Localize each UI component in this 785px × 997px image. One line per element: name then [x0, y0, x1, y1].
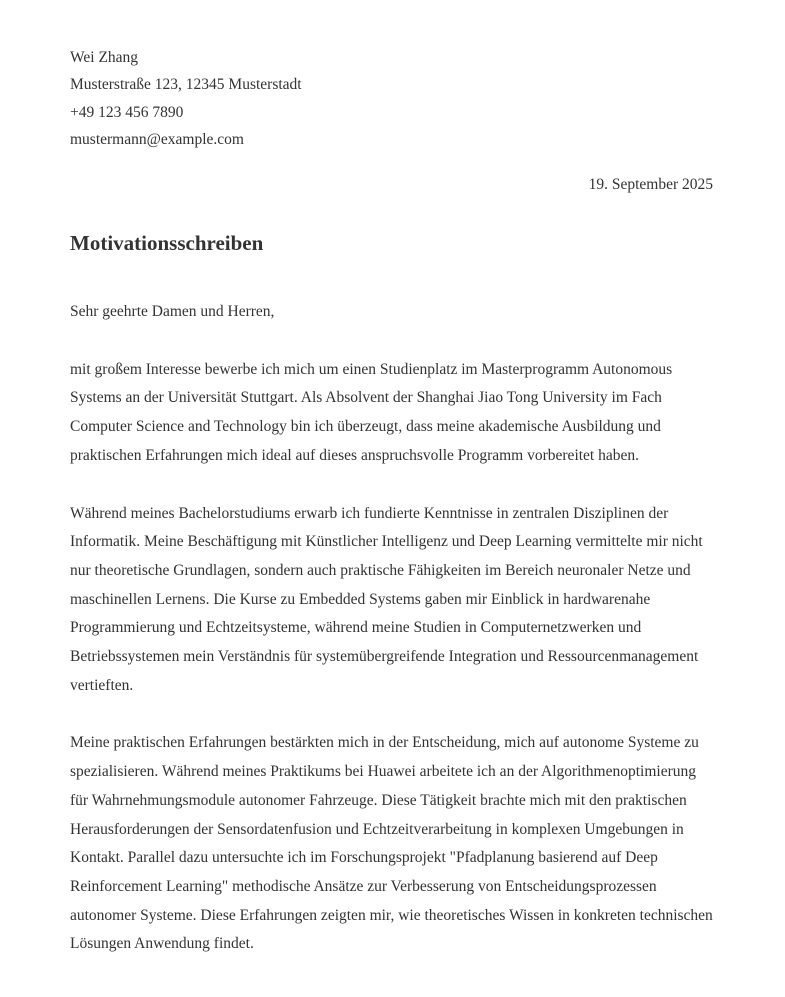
sender-block	[70, 44, 713, 154]
paragraph-studies: Während meines Bachelorstudiums erwarb ich fundierte Kenntnisse in zentralen Disziplinen der Informatik. Meine Beschäftigung mit Künstlicher Intelligenz und Deep Learning vermittelte mir nicht nur theoretische Grundlagen, sondern auch praktische Fähigkeiten im Bereich neuronaler Netze und maschinellen Lernens. Die Kurse zu Embedded Systems gaben mir Einblick in hardwarenahe Programmierung und Echtzeitsysteme, während meine Studien in Computernetzwerken und Betriebssystemen mein Verständnis für systemübergreifende Integration und Ressourcenmanagement vertieften.	[70, 504, 703, 694]
sender-phone: +49 123 456 7890	[70, 103, 184, 121]
letter-title: Motivationsschreiben	[70, 231, 264, 256]
sender-address: Musterstraße 123, 12345 Musterstadt	[70, 76, 302, 94]
date-row	[70, 171, 713, 198]
paragraph-intro: mit großem Interesse bewerbe ich mich um einen Studienplatz im Masterprogramm Autonomous Systems an der Universität Stuttgart. Als Absolvent der Shanghai Jiao Tong University im Fach Computer Science and Technology bin ich überzeugt, dass meine akademische Ausbildung und praktischen Erfahrungen mich ideal auf dieses anspruchsvolle Programm vorbereitet haben.	[70, 360, 673, 464]
sender-name: Wei Zhang	[70, 49, 139, 66]
letter-date: 19. September 2025	[588, 175, 713, 193]
sender-email: mustermann@example.com	[70, 131, 244, 149]
salutation: Sehr geehrte Damen und Herren,	[70, 303, 275, 321]
paragraph-experience: Meine praktischen Erfahrungen bestärkten mich in der Entscheidung, mich auf autonome Systeme zu spezialisieren. Während meines Praktikums bei Huawei arbeitete ich an der Algorithmenoptimierung für Wahrnehmungsmodule autonomer Fahrzeuge. Diese Tätigkeit brachte mich mit den praktischen Herausforderungen der Sensordatenfusion und Echtzeitverarbeitung in komplexen Umgebungen in Kontakt. Parallel dazu untersuchte ich im Forschungsprojekt "Pfadplanung basierend auf Deep Reinforcement Learning" methodische Ansätze zur Verbesserung von Entscheidungsprozessen autonomer Systeme. Diese Erfahrungen zeigten mir, wie theoretisches Wissen in konkreten technischen Lösungen Anwendung findet.	[70, 734, 713, 953]
